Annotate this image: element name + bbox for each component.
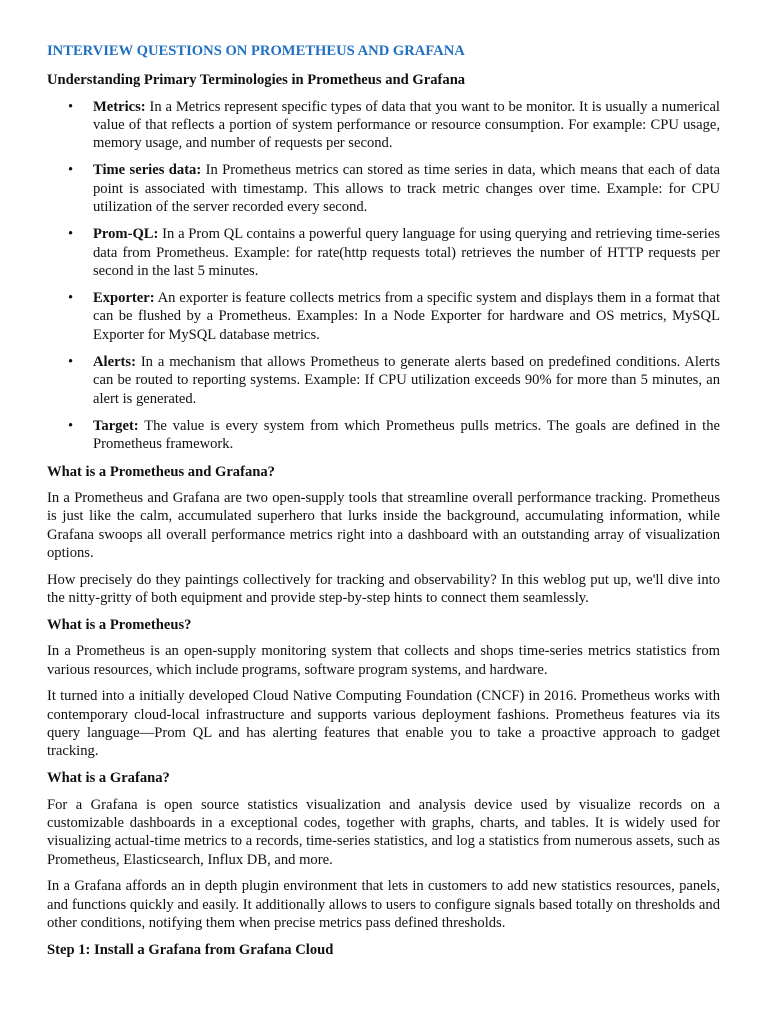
term-label: Target: <box>93 417 139 434</box>
bullet-icon: • <box>68 226 74 243</box>
terminologies-heading: Understanding Primary Terminologies in Prometheus and Grafana <box>47 72 466 88</box>
what-is-prometheus-heading: What is a Prometheus? <box>47 616 192 633</box>
what-is-grafana-heading: What is a Grafana? <box>47 770 170 787</box>
term-label: Alerts: <box>93 354 136 371</box>
step1-heading: Step 1: Install a Grafana from Grafana Cloud <box>47 941 334 958</box>
paragraph: It turned into a initially developed Cloud Native Computing Foundation (CNCF) in 2016. Prometheus works with contemporary cloud-local infrastructure and supports various deployment fashions. Prometheus features via its query language—Prom QL and has alerting features that enable you to take a proactive approach to gadget tracking. <box>47 688 720 760</box>
term-description: In a mechanism that allows Prometheus to generate alerts based on predefined conditions. Alerts can be routed to reporting systems. Example: If CPU utilization exceeds 90% for more than 5 minutes, an alert is generated. <box>93 354 720 407</box>
terminologies-list <box>47 98 720 454</box>
what-is-both-heading: What is a Prometheus and Grafana? <box>47 463 275 480</box>
list-item <box>47 353 720 408</box>
paragraph: In a Prometheus is an open-supply monitoring system that collects and shops time-series metrics statistics from various resources, which include programs, software program systems, and hardware. <box>47 643 720 678</box>
paragraph: For a Grafana is open source statistics visualization and analysis device used by visualize records on a customizable dashboards in a exceptional codes, together with graphs, charts, and tables. It is widely used for visualizing actual-time metrics to a records, time-series statistics, and log a statistics from numerous assets, such as Prometheus, Elasticsearch, Influx DB, and more. <box>47 796 720 868</box>
bullet-icon: • <box>68 354 74 371</box>
bullet-icon: • <box>68 98 74 115</box>
list-item <box>47 161 720 216</box>
list-item <box>47 289 720 344</box>
term-description: The value is every system from which Prometheus pulls metrics. The goals are defined in the Prometheus framework. <box>93 417 720 453</box>
term-label: Exporter: <box>93 290 155 307</box>
term-description: In Prometheus metrics can stored as time series in data, which means that each of data point is associated with timestamp. This allows to track metric changes over time. Example: for CPU utilization of the server recorded every second. <box>93 162 720 215</box>
bullet-icon: • <box>68 162 74 179</box>
bullet-icon: • <box>68 290 74 307</box>
term-label: Time series data: <box>93 162 202 179</box>
bullet-icon: • <box>68 417 74 434</box>
paragraph: How precisely do they paintings collectively for tracking and observability? In this weblog put up, we'll dive into the nitty-gritty of both equipment and provide step-by-step hints to connect them seamlessly. <box>47 571 720 607</box>
term-label: Prom-QL: <box>93 226 159 243</box>
list-item <box>47 225 720 280</box>
term-description: In a Metrics represent specific types of data that you want to be monitor. It is usually a numerical value of that reflects a portion of system performance or resource consumption. For example: CPU usage, memory usage, and number of requests per second. <box>93 98 720 152</box>
term-description: An exporter is feature collects metrics from a specific system and displays them in a format that can be flushed by a Prometheus. Examples: In a Node Exporter for hardware and OS metrics, MySQL Exporter for MySQL database metrics. <box>93 290 720 343</box>
document-title: INTERVIEW QUESTIONS ON PROMETHEUS AND GRAFANA <box>47 43 465 59</box>
paragraph: In a Prometheus and Grafana are two open-supply tools that streamline overall performance tracking. Prometheus is just like the calm, accumulated superhero that lurks inside the background, accumulating information, while Grafana swoops all overall performance metrics right into a dashboard with an outstanding array of visualization options. <box>47 490 720 561</box>
term-label: Metrics: <box>93 98 146 115</box>
term-description: In a Prom QL contains a powerful query language for using querying and retrieving time-series data from Prometheus. Example: for rate(http requests total) retrieves the number of HTTP requests per second in the last 5 minutes. <box>93 226 720 279</box>
list-item <box>47 98 720 153</box>
paragraph: In a Grafana affords an in depth plugin environment that lets in customers to add new statistics resources, panels, and functions quickly and easily. It additionally allows to users to configure signals based totally on thresholds and other conditions, notifying them when precise metrics pass defined thresholds. <box>47 878 720 931</box>
list-item <box>47 417 720 454</box>
